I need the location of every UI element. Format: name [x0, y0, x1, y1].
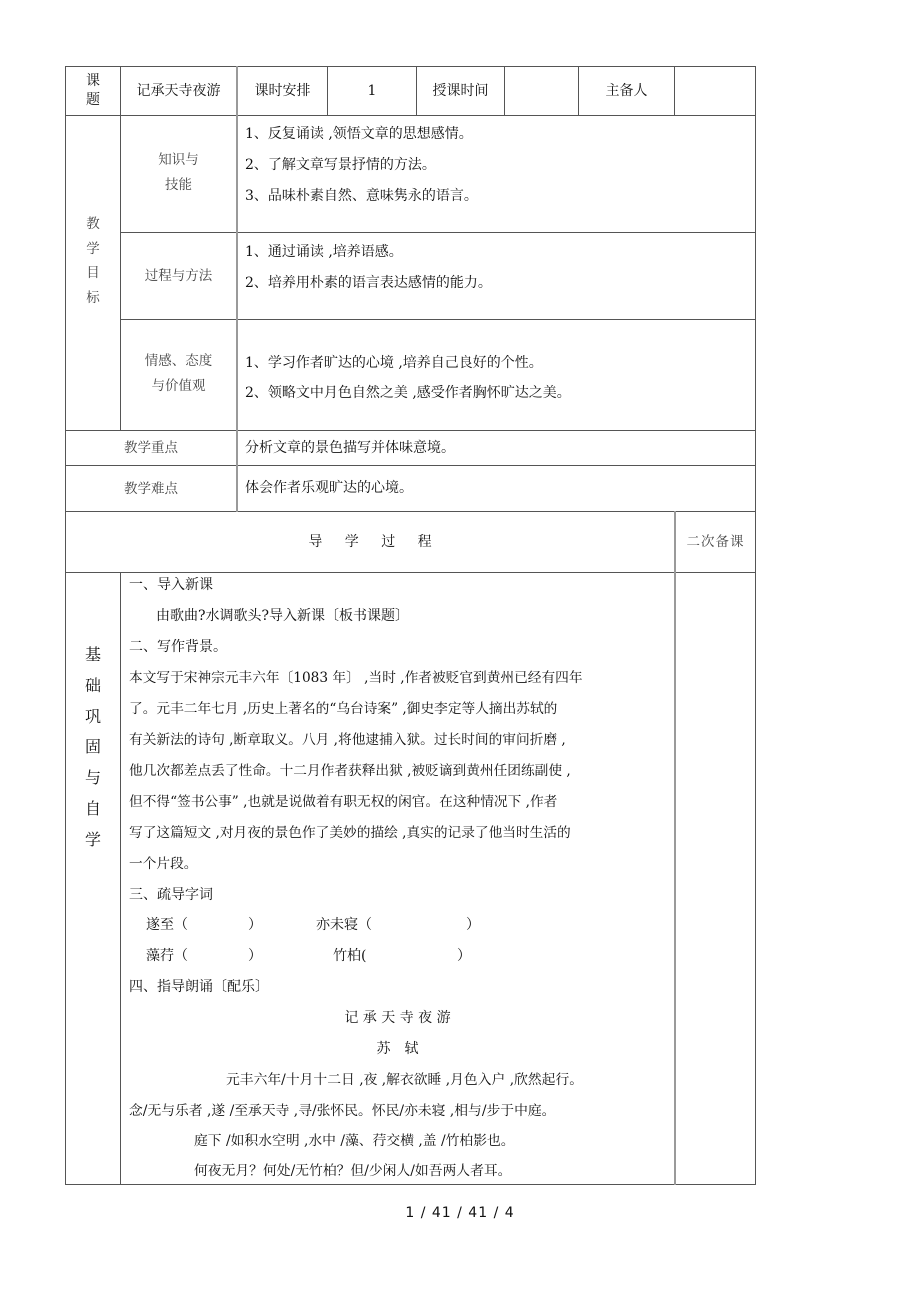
background-line: 写了这篇短文 ,对月夜的景色作了美妙的描绘 ,真实的记录了他当时生活的 — [129, 825, 571, 841]
background-line: 一个片段。 — [129, 856, 198, 872]
vocab-blank-close[interactable]: ） — [248, 917, 262, 933]
row-divider — [120, 232, 756, 233]
section-label-char: 础 — [84, 675, 101, 695]
vocab-blank-close[interactable]: ） — [248, 948, 262, 964]
vocab-blank-close[interactable]: ） — [466, 917, 480, 933]
topic-label-text: 课题 — [86, 73, 100, 108]
section-label-char: 基 — [84, 645, 101, 664]
emotion-item: 2、领略文中月色自然之美 ,感受作者胸怀旷达之美。 — [245, 385, 571, 401]
emotion-label-line: 与价值观 — [151, 378, 206, 394]
col-divider — [236, 115, 238, 466]
hours-label: 课时安排 — [254, 83, 311, 99]
row-divider — [65, 572, 756, 573]
time-value[interactable] — [505, 67, 578, 115]
section-label-char: 巩 — [84, 706, 101, 726]
knowledge-label — [121, 148, 236, 198]
poem-line: 庭下 /如积水空明 ,水中 /藻、荇交横 ,盖 /竹柏影也。 — [194, 1133, 515, 1149]
objectives-label — [66, 212, 120, 310]
row-divider — [120, 319, 756, 320]
emotion-label — [121, 349, 236, 399]
background-line: 他几次都差点丢了性命。十二月作者获释出狱 ,被贬谪到黄州任团练副使 , — [129, 763, 571, 779]
hours-value: 1 — [367, 83, 377, 99]
section-label-char: 与 — [84, 768, 101, 788]
section-label-char: 学 — [84, 829, 101, 849]
poem-author: 苏 轼 — [376, 1041, 419, 1057]
vocab-term: 藻荇（ — [146, 948, 188, 964]
knowledge-item: 3、品味朴素自然、意味隽永的语言。 — [245, 188, 478, 204]
emotion-label-line: 情感、态度 — [144, 353, 213, 369]
part2-title: 二、写作背景。 — [129, 639, 227, 655]
knowledge-item: 1、反复诵读 ,领悟文章的思想感情。 — [245, 126, 473, 142]
topic-label — [66, 67, 120, 115]
col-divider — [236, 465, 238, 512]
table-border-bottom — [65, 1184, 756, 1185]
poem-line: 何夜无月？何处/无竹柏？但/少闲人/如吾两人者耳。 — [194, 1163, 512, 1179]
section-label-char: 自 — [84, 798, 101, 818]
row-divider — [65, 115, 756, 116]
vocab-term: 亦未寝（ — [316, 917, 372, 933]
part1-title: 一、导入新课 — [129, 577, 213, 593]
background-line: 了。元丰二年七月 ,历史上著名的“乌台诗案” ,御史李定等人摘出苏轼的 — [129, 701, 558, 717]
objectives-label-char: 学 — [86, 240, 100, 257]
key-point-label: 教学重点 — [124, 440, 178, 456]
part4-title: 四、指导朗诵〔配乐〕 — [129, 979, 269, 995]
part3-title: 三、疏导字词 — [129, 887, 213, 903]
vocab-term: 遂至（ — [146, 917, 188, 933]
objectives-label-char: 教 — [86, 216, 100, 232]
col-divider — [674, 511, 676, 1185]
poem-line: 念/无与乐者 ,遂 /至承天寺 ,寻/张怀民。怀民/亦未寝 ,相与/步于中庭。 — [129, 1103, 556, 1119]
preparer-value[interactable] — [675, 67, 755, 115]
poem-title: 记 承 天 寺 夜 游 — [344, 1010, 451, 1026]
knowledge-label-line: 知识与 — [158, 152, 199, 168]
process-item: 2、培养用朴素的语言表达感情的能力。 — [245, 275, 492, 291]
difficulty-value: 体会作者乐观旷达的心境。 — [245, 480, 413, 496]
objectives-label-char: 标 — [86, 289, 100, 306]
time-label: 授课时间 — [432, 83, 489, 99]
col-divider — [120, 572, 121, 1185]
background-line: 本文写于宋神宗元丰六年〔1083 年〕 ,当时 ,作者被贬官到黄州已经有四年 — [129, 670, 583, 686]
vocab-blank-close[interactable]: ） — [457, 948, 471, 964]
objectives-label-char: 目 — [86, 265, 100, 281]
topic-value: 记承天寺夜游 — [136, 83, 221, 99]
poem-line: 元丰六年/十月十二日 ,夜 ,解衣欲睡 ,月色入户 ,欣然起行。 — [226, 1072, 584, 1088]
page-number: 1 / 41 / 41 / 4 — [405, 1205, 515, 1221]
section-label — [66, 640, 120, 856]
process-title: 导 学 过 程 — [308, 534, 432, 550]
table-border-right — [755, 66, 756, 1185]
preparer-label: 主备人 — [605, 83, 648, 99]
emotion-item: 1、学习作者旷达的心境 ,培养自己良好的个性。 — [245, 355, 543, 371]
background-line: 但不得“签书公事” ,也就是说做着有职无权的闲官。在这种情况下 ,作者 — [129, 794, 558, 810]
difficulty-label: 教学难点 — [124, 480, 178, 497]
knowledge-label-line: 技能 — [165, 177, 192, 193]
process-item: 1、通过诵读 ,培养语感。 — [245, 244, 403, 260]
background-line: 有关新法的诗句 ,断章取义。八月 ,将他逮捕入狱。过长时间的审问折磨 , — [129, 732, 566, 748]
vocab-term: 竹柏( — [333, 948, 367, 964]
knowledge-item: 2、了解文章写景抒情的方法。 — [245, 157, 436, 173]
key-point-value: 分析文章的景色描写并体味意境。 — [245, 440, 455, 456]
part1-text: 由歌曲?水调歌头?导入新课〔板书课题〕 — [156, 608, 410, 624]
process-label: 过程与方法 — [144, 268, 213, 284]
section-label-char: 固 — [84, 737, 101, 757]
second-prep-label: 二次备课 — [686, 534, 745, 550]
